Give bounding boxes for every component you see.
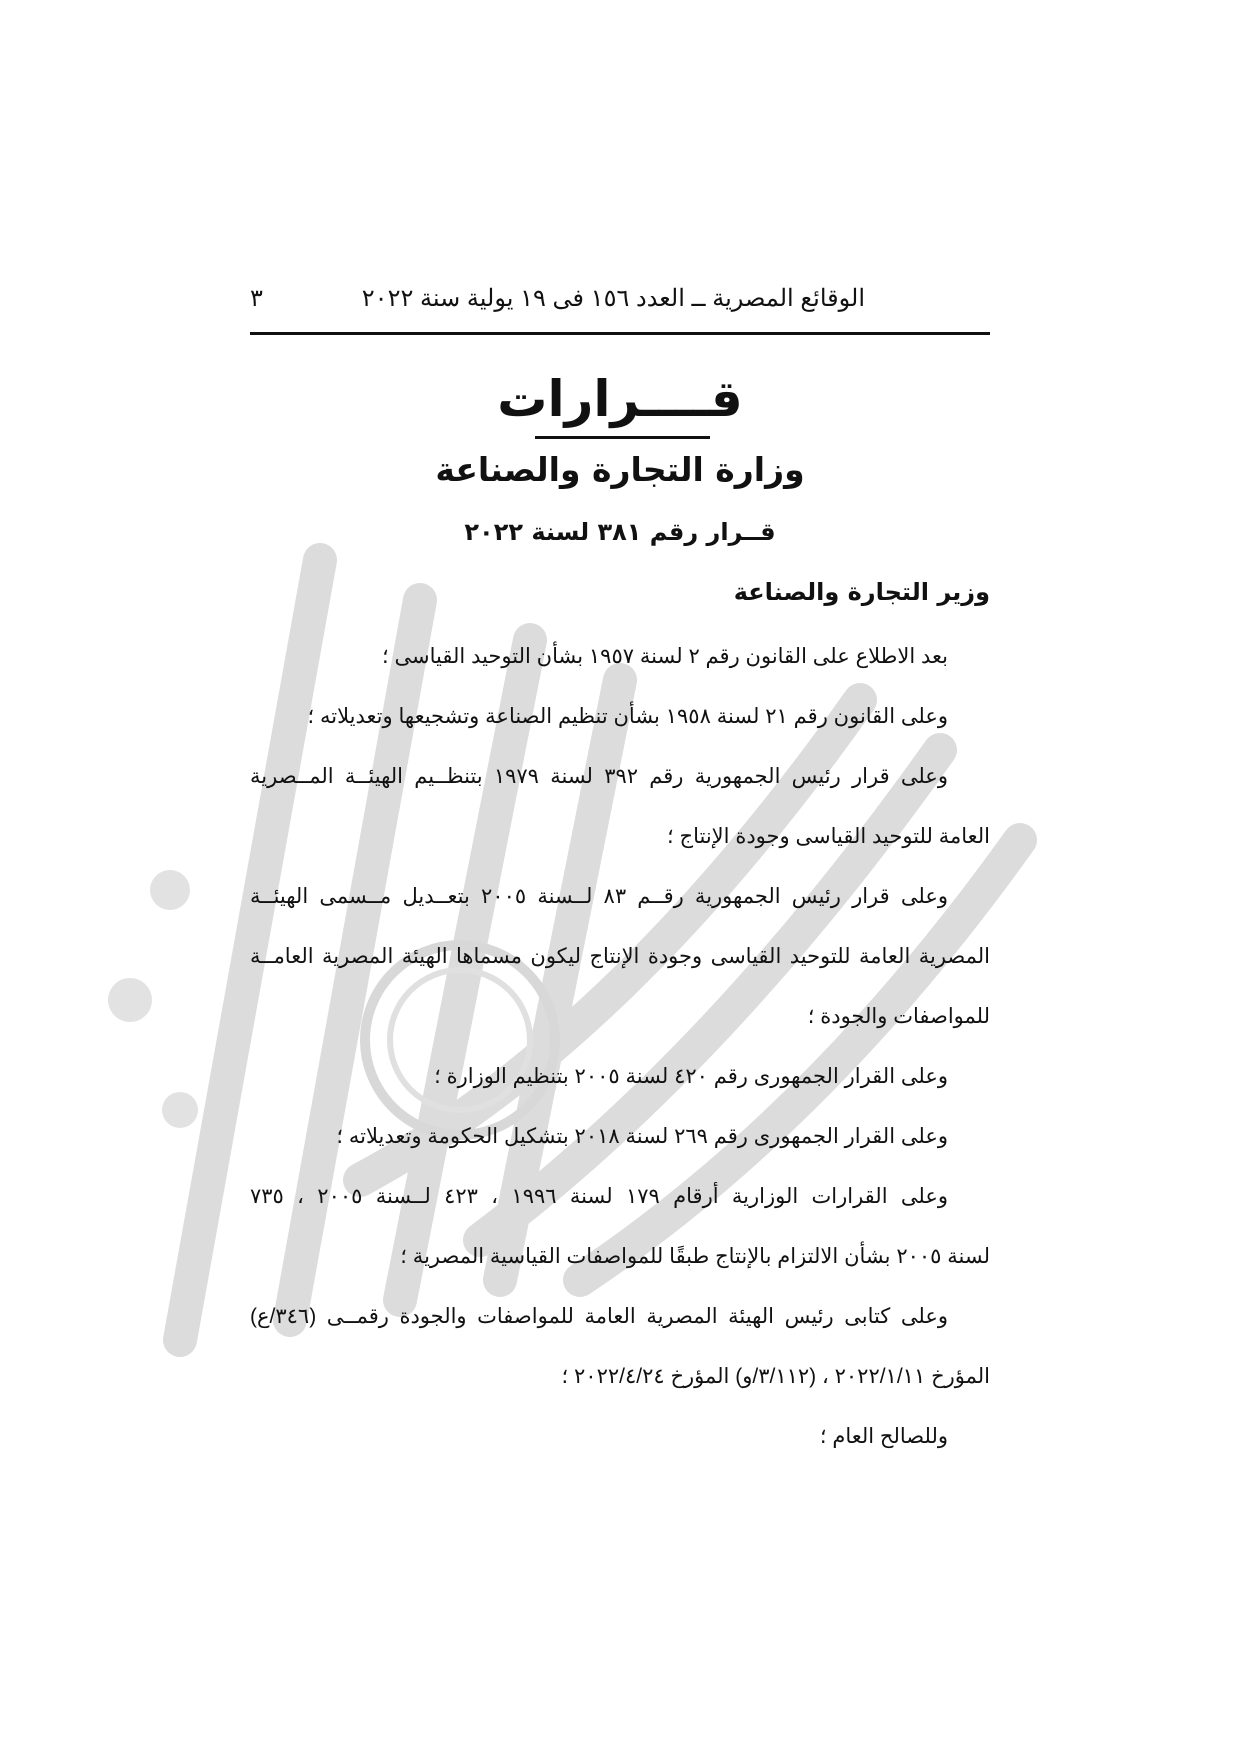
gazette-header-title: الوقائع المصرية ــ العدد ١٥٦ فى ١٩ يولية سنة ٢٠٢٢ (361, 285, 865, 312)
preamble-line: العامة للتوحيد القياسى وجودة الإنتاج ؛ (667, 825, 990, 848)
preamble-line: وللصالح العام ؛ (819, 1425, 948, 1448)
preamble-line: وعلى القرار الجمهورى رقم ٢٦٩ لسنة ٢٠١٨ بتشكيل الحكومة وتعديلاته ؛ (336, 1125, 948, 1148)
preamble-line: لسنة ٢٠٠٥ بشأن الالتزام بالإنتاج طبقًا للمواصفات القياسية المصرية ؛ (400, 1245, 990, 1268)
preamble-line: وعلى كتابى رئيس الهيئة المصرية العامة للمواصفات والجودة رقمــى (٣٤٦/ع) (250, 1305, 948, 1328)
preamble-line: وعلى القرارات الوزارية أرقام ١٧٩ لسنة ١٩٩٦ ، ٤٢٣ لــسنة ٢٠٠٥ ، ٧٣٥ (250, 1185, 948, 1208)
preamble-line: المصرية العامة للتوحيد القياسى وجودة الإنتاج ليكون مسماها الهيئة المصرية العامــة (250, 945, 990, 968)
preamble-line: وعلى قرار رئيس الجمهورية رقم ٣٩٢ لسنة ١٩٧٩ بتنظــيم الهيئــة المــصرية (250, 765, 948, 788)
preamble-line: وعلى قرار رئيس الجمهورية رقــم ٨٣ لــسنة ٢٠٠٥ بتعــديل مــسمى الهيئــة (250, 885, 948, 908)
ministry-name: وزارة التجارة والصناعة (435, 450, 805, 489)
preamble-line: بعد الاطلاع على القانون رقم ٢ لسنة ١٩٥٧ بشأن التوحيد القياسى ؛ (382, 645, 948, 668)
decree-number: قــرار رقم ٣٨١ لسنة ٢٠٢٢ (464, 518, 776, 546)
gazette-header (250, 282, 990, 322)
preamble-line: للمواصفات والجودة ؛ (807, 1005, 990, 1028)
decree-preamble (250, 642, 990, 1482)
preamble-line: المؤرخ ٢٠٢٢/١/١١ ، (٣/١١٢/و) المؤرخ ٢٠٢٢/٤/٢٤ ؛ (561, 1365, 990, 1388)
preamble-line: وعلى القرار الجمهورى رقم ٤٢٠ لسنة ٢٠٠٥ بتنظيم الوزارة ؛ (434, 1065, 948, 1088)
section-title: قــــرارات (497, 370, 743, 428)
page-number: ٣ (250, 285, 263, 312)
header-divider (250, 332, 990, 335)
section-title-underline (535, 436, 710, 439)
issuer-title: وزير التجارة والصناعة (733, 578, 990, 606)
preamble-line: وعلى القانون رقم ٢١ لسنة ١٩٥٨ بشأن تنظيم الصناعة وتشجيعها وتعديلاته ؛ (307, 705, 948, 728)
